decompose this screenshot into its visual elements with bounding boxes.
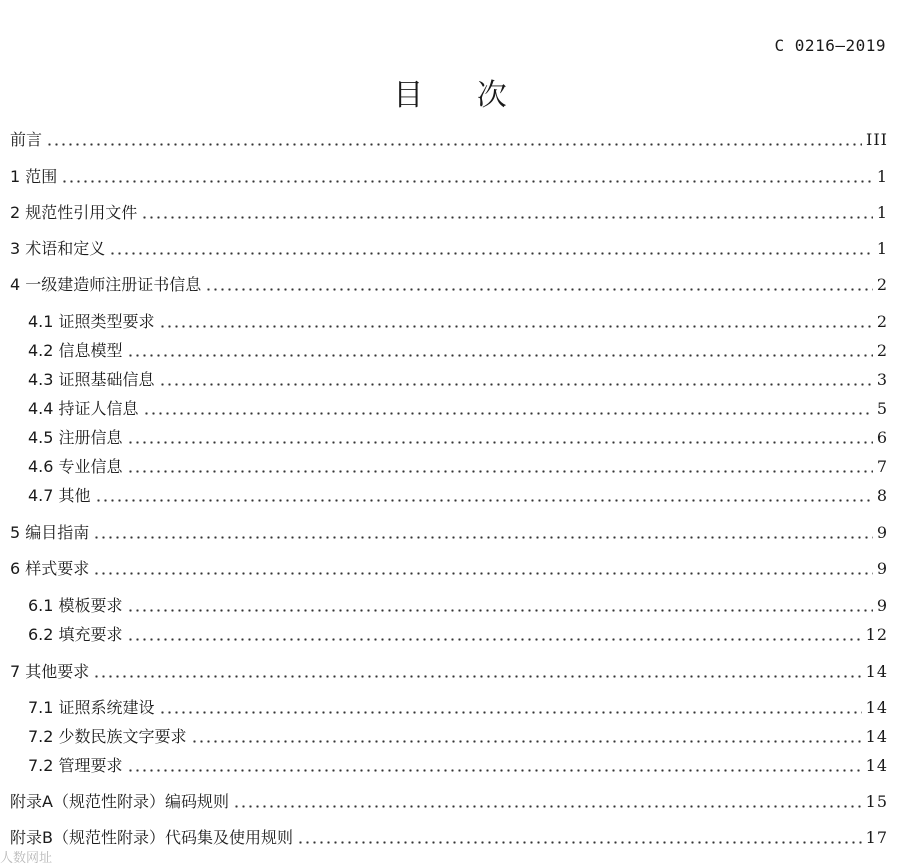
toc-entry-label: 附录B（规范性附录）代码集及使用规则 xyxy=(10,828,293,847)
toc-entry-label: 前言 xyxy=(10,130,43,149)
toc-leader-dots xyxy=(93,536,873,539)
toc-entry[interactable] xyxy=(28,304,888,332)
toc-entry-page: 7 xyxy=(876,457,888,476)
document-code: C 0216—2019 xyxy=(774,36,886,55)
toc-entry-label: 4.4 持证人信息 xyxy=(28,399,139,418)
toc-entry-label: 5 编目指南 xyxy=(10,523,90,542)
toc-entry-label: 4.7 其他 xyxy=(28,486,91,505)
toc-leader-dots xyxy=(159,325,873,328)
toc-entry-label: 1 范围 xyxy=(10,167,58,186)
toc-entry[interactable] xyxy=(28,362,888,390)
toc-entry-page: 2 xyxy=(876,312,888,331)
toc-entry-page: III xyxy=(866,130,888,149)
toc-entry-page: 14 xyxy=(865,727,888,746)
toc-leader-dots xyxy=(127,470,873,473)
toc-entry-page: 6 xyxy=(876,428,888,447)
toc-leader-dots xyxy=(93,675,861,678)
toc-entry-label: 7.2 少数民族文字要求 xyxy=(28,727,187,746)
toc-entry-page: 2 xyxy=(876,341,888,360)
toc-leader-dots xyxy=(127,769,862,772)
toc-entry-label: 3 术语和定义 xyxy=(10,239,106,258)
toc-entry-page: 1 xyxy=(876,239,888,258)
toc-entry-page: 5 xyxy=(876,399,888,418)
watermark: 人数网址 xyxy=(0,851,53,866)
toc-entry[interactable] xyxy=(28,333,888,361)
toc-entry[interactable] xyxy=(28,719,888,747)
toc-leader-dots xyxy=(159,383,873,386)
toc-entry-page: 3 xyxy=(876,370,888,389)
toc-leader-dots xyxy=(143,412,873,415)
toc-entry-label: 7.1 证照系统建设 xyxy=(28,698,155,717)
toc-leader-dots xyxy=(109,252,873,255)
toc-entry-page: 9 xyxy=(876,559,888,578)
toc-entry-label: 7 其他要求 xyxy=(10,662,90,681)
toc-entry-label: 4.2 信息模型 xyxy=(28,341,123,360)
toc-entry[interactable] xyxy=(28,617,888,645)
toc-entry[interactable] xyxy=(28,391,888,419)
toc-entry-label: 6.1 模板要求 xyxy=(28,596,123,615)
toc-leader-dots xyxy=(205,288,873,291)
toc-entry[interactable] xyxy=(28,748,888,776)
toc-entry[interactable] xyxy=(10,784,888,812)
toc-leader-dots xyxy=(141,216,873,219)
toc-entry-page: 14 xyxy=(865,698,888,717)
toc-entry-label: 2 规范性引用文件 xyxy=(10,203,138,222)
toc-leader-dots xyxy=(191,740,862,743)
toc-entry[interactable] xyxy=(10,122,888,150)
toc-leader-dots xyxy=(93,572,873,575)
toc-entry[interactable] xyxy=(28,449,888,477)
toc-leader-dots xyxy=(159,711,862,714)
toc-leader-dots xyxy=(127,354,873,357)
toc-leader-dots xyxy=(297,841,862,844)
toc-entry-label: 4 一级建造师注册证书信息 xyxy=(10,275,202,294)
toc-entry-page: 1 xyxy=(876,167,888,186)
toc-entry[interactable] xyxy=(10,159,888,187)
toc-entry-page: 14 xyxy=(865,662,888,681)
toc-entry[interactable] xyxy=(10,551,888,579)
toc-entry-page: 1 xyxy=(876,203,888,222)
toc-entry-page: 14 xyxy=(865,756,888,775)
page-title: 目 次 xyxy=(393,78,529,113)
toc-entry-page: 9 xyxy=(876,596,888,615)
toc-entry-label: 附录A（规范性附录）编码规则 xyxy=(10,792,229,811)
toc-leader-dots xyxy=(127,609,873,612)
toc-entry-page: 9 xyxy=(876,523,888,542)
toc-entry-page: 15 xyxy=(865,792,888,811)
toc-entry[interactable] xyxy=(10,515,888,543)
toc-entry-label: 4.5 注册信息 xyxy=(28,428,123,447)
toc-entry-page: 8 xyxy=(876,486,888,505)
toc-entry-label: 4.6 专业信息 xyxy=(28,457,123,476)
toc-entry[interactable] xyxy=(28,420,888,448)
toc-entry[interactable] xyxy=(10,820,888,848)
toc-entry[interactable] xyxy=(10,654,888,682)
toc-entry-label: 7.2 管理要求 xyxy=(28,756,123,775)
toc-entry-label: 6.2 填充要求 xyxy=(28,625,123,644)
toc-entry-label: 6 样式要求 xyxy=(10,559,90,578)
toc-leader-dots xyxy=(95,499,873,502)
toc-entry[interactable] xyxy=(28,588,888,616)
toc-entry[interactable] xyxy=(10,267,888,295)
toc-entry[interactable] xyxy=(28,690,888,718)
toc-entry-label: 4.3 证照基础信息 xyxy=(28,370,155,389)
toc-leader-dots xyxy=(61,180,873,183)
toc-leader-dots xyxy=(127,638,862,641)
toc-entry-label: 4.1 证照类型要求 xyxy=(28,312,155,331)
toc-entry[interactable] xyxy=(10,195,888,223)
toc-entry[interactable] xyxy=(28,478,888,506)
toc-entry-page: 2 xyxy=(876,275,888,294)
toc-entry[interactable] xyxy=(10,231,888,259)
toc-leader-dots xyxy=(233,805,862,808)
toc-leader-dots xyxy=(127,441,873,444)
toc-entry-page: 17 xyxy=(865,828,888,847)
toc-leader-dots xyxy=(46,143,862,146)
toc-entry-page: 12 xyxy=(865,625,888,644)
